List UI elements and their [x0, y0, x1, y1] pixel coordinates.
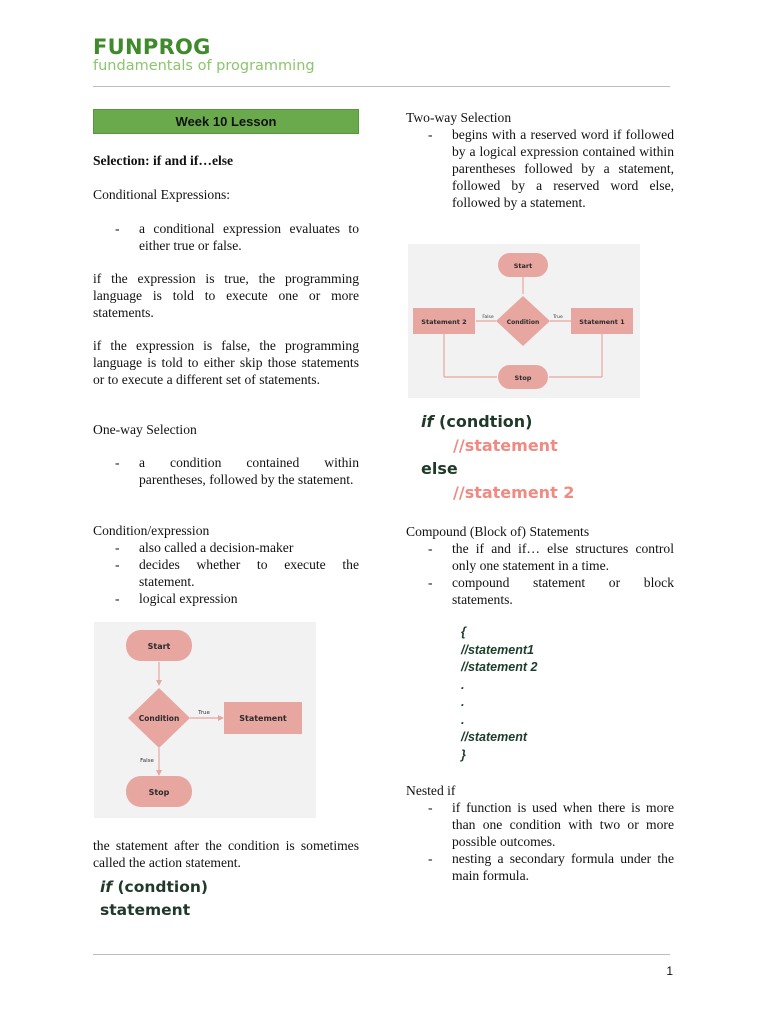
- start-label: Start: [147, 642, 171, 651]
- statement1-label: Statement 1: [579, 318, 625, 326]
- action-statement-para: the statement after the condition is sometimes called the action statement.: [93, 838, 359, 870]
- condition-label: Condition: [506, 319, 540, 326]
- condexpr-list: [93, 539, 359, 607]
- lesson-heading: Selection: if and if…else: [93, 153, 234, 168]
- oneway-list: [93, 454, 359, 488]
- list-item: - also called a decision-maker: [93, 539, 359, 556]
- start-label: Start: [513, 262, 533, 270]
- condexpr-heading: Condition/expression: [93, 523, 210, 538]
- two-way-code: [421, 410, 574, 504]
- code-if-keyword: if: [421, 412, 434, 431]
- week-label-bar: Week 10 Lesson: [93, 109, 359, 134]
- para-false: if the expression is false, the programming language is told to either skip those statements or to execute a different set of statements.: [93, 338, 359, 387]
- footer-divider: [93, 954, 670, 955]
- compound-heading: Compound (Block of) Statements: [406, 524, 590, 539]
- list-item: - begins with a reserved word if followed by a logical expression contained within parentheses followed by a statement, followed by a reserved word else, followed by a statement.: [406, 126, 674, 211]
- true-label: True: [198, 710, 210, 716]
- stop-label: Stop: [148, 788, 170, 797]
- list-item: - if function is used when there is more than one condition with two or more possible outcomes.: [406, 799, 674, 850]
- condition-label: Condition: [138, 714, 180, 723]
- code-line: .: [461, 695, 465, 709]
- one-way-flowchart: [94, 622, 316, 818]
- statement2-label: Statement 2: [421, 318, 467, 326]
- twoway-heading: Two-way Selection: [406, 110, 512, 125]
- true-label: True: [553, 315, 563, 320]
- conditional-heading: Conditional Expressions:: [93, 187, 231, 202]
- block-code: [461, 624, 537, 764]
- code-condition: (condtion): [439, 412, 533, 431]
- compound-list: [406, 540, 674, 608]
- brand-subtitle: fundamentals of programming: [93, 58, 315, 74]
- statement-label: Statement: [239, 714, 287, 723]
- page-number: 1: [666, 964, 673, 978]
- list-item: - decides whether to execute the statement.: [93, 556, 359, 590]
- false-label: False: [482, 315, 494, 320]
- code-condition: (condtion): [117, 878, 209, 896]
- false-label: False: [140, 758, 154, 764]
- conditional-list: [93, 220, 359, 254]
- list-item: - logical expression: [93, 590, 359, 607]
- code-line: .: [461, 677, 465, 692]
- header-divider: [93, 86, 670, 87]
- code-line: //statement 2: [461, 660, 538, 674]
- two-way-flowchart: [408, 244, 640, 398]
- oneway-heading: One-way Selection: [93, 422, 197, 437]
- twoway-list: [406, 126, 674, 211]
- code-comment-statement2: //statement 2: [453, 482, 575, 502]
- code-comment-statement: //statement: [453, 435, 558, 455]
- code-line: .: [461, 712, 465, 727]
- list-item: - the if and if… else structures control only one statement in a time.: [406, 540, 674, 574]
- code-line: }: [461, 747, 466, 762]
- para-true: if the expression is true, the programming language is told to execute one or more statements.: [93, 271, 359, 320]
- code-if-keyword: if: [100, 878, 113, 896]
- one-way-code: [100, 876, 208, 922]
- code-line: {: [461, 625, 466, 639]
- code-else-keyword: else: [421, 459, 458, 478]
- brand-title: FUNPROG: [93, 35, 211, 59]
- code-statement: statement: [100, 901, 191, 919]
- list-item: - compound statement or block statements.: [406, 574, 674, 608]
- list-item: - a conditional expression evaluates to either true or false.: [93, 220, 359, 254]
- list-item: - a condition contained within parentheses, followed by the statement.: [93, 454, 359, 488]
- nested-heading: Nested if: [406, 783, 456, 798]
- nested-list: [406, 799, 674, 884]
- list-item: - nesting a secondary formula under the main formula.: [406, 850, 674, 884]
- code-line: //statement1: [461, 642, 534, 657]
- code-line: //statement: [461, 730, 527, 744]
- stop-label: Stop: [514, 374, 532, 382]
